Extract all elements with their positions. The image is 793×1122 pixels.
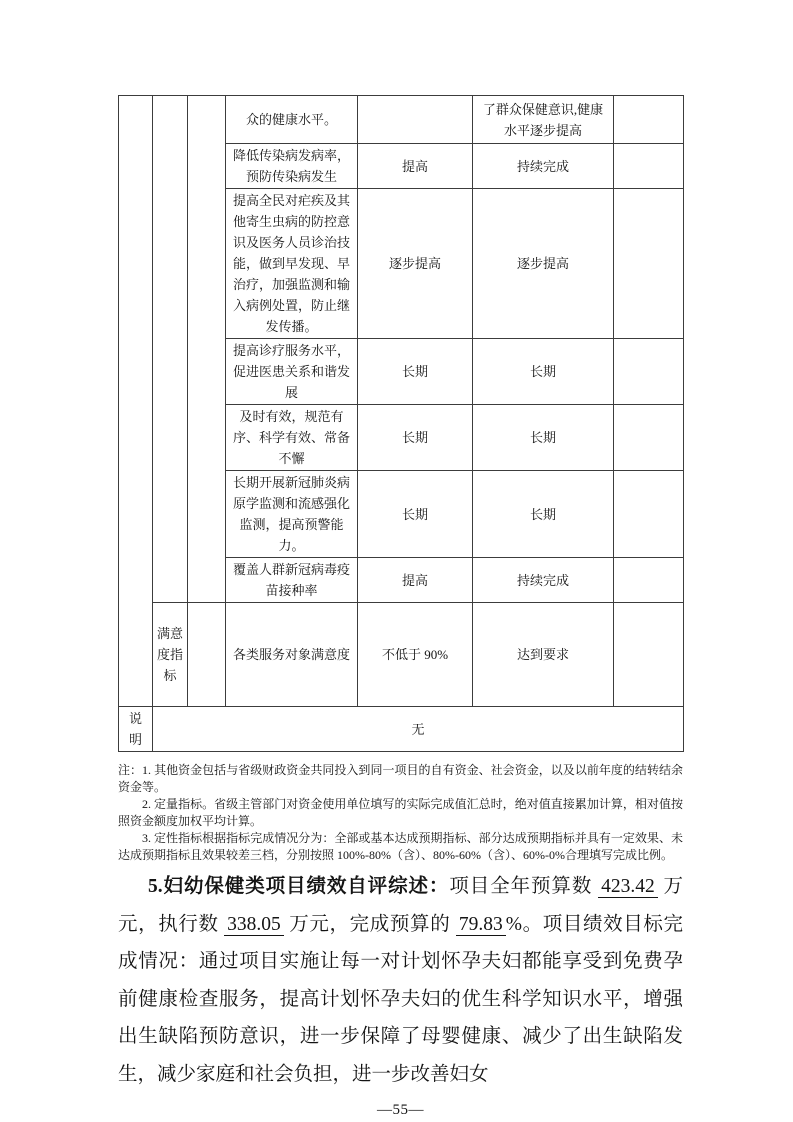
satisfaction-indicator-label-cell: 满意度指标 [153, 603, 188, 707]
summary-heading: 5.妇幼保健类项目绩效自评综述： [148, 876, 450, 897]
completion-cell: 达到要求 [473, 603, 614, 707]
remark-label-cell: 说明 [119, 707, 153, 752]
completion-percent: 79.83 [456, 914, 506, 936]
completion-cell: 长期 [473, 405, 614, 471]
target-value-cell: 长期 [358, 471, 473, 558]
indicator-name-cell: 各类服务对象满意度 [226, 603, 358, 707]
indicator-name-cell: 长期开展新冠肺炎病原学监测和流感强化监测，提高预警能力。 [226, 471, 358, 558]
continued-subgroup-cell [188, 96, 226, 603]
target-value-cell [358, 96, 473, 144]
summary-text: 万元，执行数 [118, 876, 683, 935]
indicator-name-cell: 提高全民对疟疾及其他寄生虫病的防控意识及医务人员诊治技能，做到早发现、早治疗，加强监测和输入病例处置，防止继发传播。 [226, 189, 358, 339]
completion-cell: 了群众保健意识,健康水平逐步提高 [473, 96, 614, 144]
target-value-cell: 长期 [358, 405, 473, 471]
completion-cell: 长期 [473, 471, 614, 558]
budget-number: 423.42 [598, 876, 658, 898]
summary-paragraph [118, 868, 683, 1093]
note-line: 注：1. 其他资金包括与省级财政资金共同投入到同一项目的自有资金、社会资金，以及以前年度的结转结余资金等。 [118, 763, 683, 794]
table-row [119, 603, 684, 707]
target-value-cell: 逐步提高 [358, 189, 473, 339]
blank-cell [614, 558, 684, 603]
target-value-cell: 提高 [358, 144, 473, 189]
summary-text: 万元，完成预算的 [283, 913, 456, 935]
completion-cell: 逐步提高 [473, 189, 614, 339]
summary-text: 项目全年预算数 [449, 876, 599, 897]
blank-cell [614, 405, 684, 471]
remark-value-cell: 无 [153, 707, 684, 752]
target-value-cell: 提高 [358, 558, 473, 603]
indicator-name-cell: 降低传染病发病率，预防传染病发生 [226, 144, 358, 189]
indicator-name-cell: 众的健康水平。 [226, 96, 358, 144]
indicator-name-cell: 提高诊疗服务水平，促进医患关系和谐发展 [226, 339, 358, 405]
completion-cell: 长期 [473, 339, 614, 405]
note-line: 2. 定量指标。省级主管部门对资金使用单位填写的实际完成值汇总时，绝对值直接累加计算，相对值按照资金额度加权平均计算。 [118, 797, 683, 828]
table-notes [118, 762, 683, 864]
indicator-name-cell: 及时有效，规范有序、科学有效、常备不懈 [226, 405, 358, 471]
blank-cell [614, 339, 684, 405]
continued-group-cell [119, 96, 153, 707]
page-content [118, 95, 683, 1119]
blank-subgroup-cell [188, 603, 226, 707]
performance-indicator-table [118, 95, 684, 752]
summary-text: %。项目绩效目标完成情况：通过项目实施让每一对计划怀孕夫妇都能享受到免费孕前健康检查服务，提高计划怀孕夫妇的优生科学知识水平，增强出生缺陷预防意识，进一步保障了母婴健康、减少了出生缺陷发生，减少家庭和社会负担，进一步改善妇女 [118, 913, 683, 1085]
execution-number: 338.05 [224, 914, 284, 936]
blank-cell [614, 96, 684, 144]
note-line: 3. 定性指标根据指标完成情况分为：全部或基本达成预期指标、部分达成预期指标并具有一定效果、未达成预期指标且效果较差三档，分别按照 100%-80%（含）、80%-60%（含）、60%-0%合理填写完成比例。 [118, 831, 683, 862]
indicator-name-cell: 覆盖人群新冠病毒疫苗接种率 [226, 558, 358, 603]
blank-cell [614, 603, 684, 707]
completion-cell: 持续完成 [473, 144, 614, 189]
table-row [119, 96, 684, 144]
page-number: —55— [377, 1102, 424, 1118]
blank-cell [614, 189, 684, 339]
table-row [119, 707, 684, 752]
completion-cell: 持续完成 [473, 558, 614, 603]
continued-category-cell [153, 96, 188, 603]
target-value-cell: 不低于 90% [358, 603, 473, 707]
blank-cell [614, 471, 684, 558]
blank-cell [614, 144, 684, 189]
target-value-cell: 长期 [358, 339, 473, 405]
